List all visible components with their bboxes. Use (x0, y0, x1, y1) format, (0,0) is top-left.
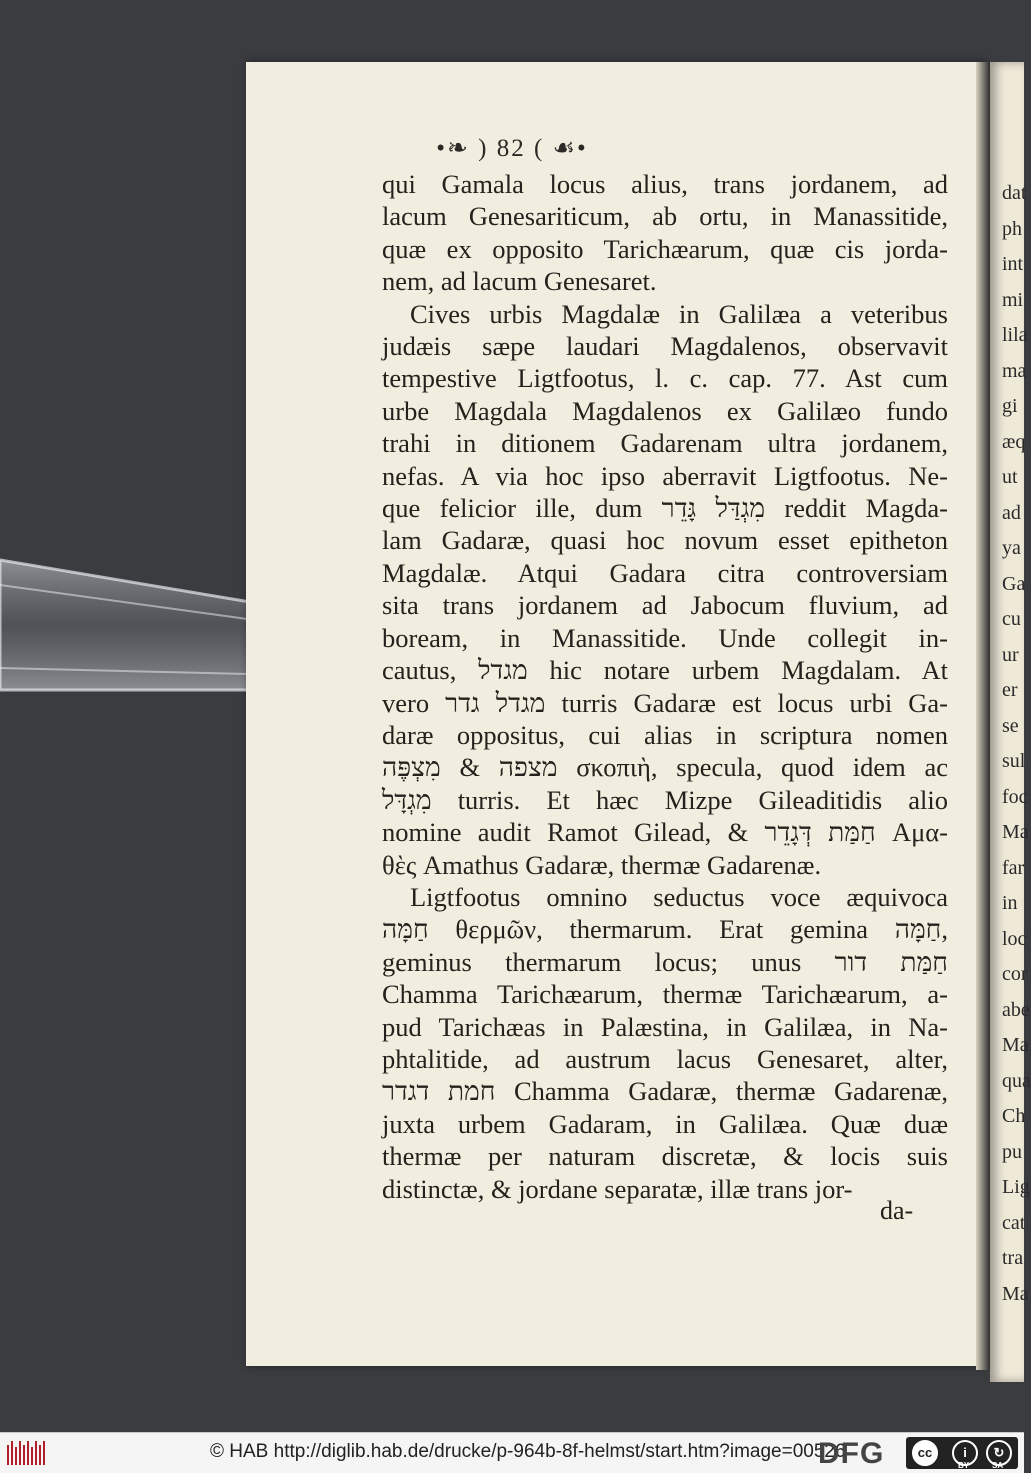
facing-page-fragment: Ma (1002, 821, 1029, 843)
by-icon: i (952, 1440, 978, 1466)
text-line: pud Tarichæas in Palæstina, in Galilæa, in Na- (382, 1011, 948, 1042)
facing-page-fragment: far (1002, 856, 1025, 879)
facing-page-fragment: sul (1002, 750, 1026, 772)
text-line: judæis sæpe laudari Magdalenos, observavit (382, 331, 948, 362)
facing-page-fragment: int (1002, 253, 1024, 275)
facing-page-fragment: qua (1002, 1069, 1031, 1092)
library-logo-icon (6, 1439, 46, 1467)
text-line: trahi in ditionem Gadarenam ultra jordanem, (382, 428, 948, 459)
text-line: juxta urbem Gadaram, in Galilæa. Quæ duæ (382, 1108, 948, 1139)
page-edge (976, 62, 990, 1370)
text-line: quæ ex opposito Tarichæarum, quæ cis jorda- (382, 233, 948, 264)
facing-page-fragment: gi (1002, 395, 1018, 417)
cc-license-badge[interactable] (906, 1437, 1018, 1469)
text-line: distinctæ, & jordane separatæ, illæ trans jor- (382, 1173, 853, 1204)
sa-icon: ↻ (986, 1440, 1012, 1466)
facing-page-fragment: se (1002, 714, 1019, 737)
facing-page-fragment: er (1002, 679, 1018, 701)
cc-icon: cc (912, 1440, 938, 1466)
text-line: vero מגדל גדר turris Gadaræ est locus urbi Ga- (382, 687, 949, 718)
page-header (0, 133, 1024, 163)
text-line: thermæ per naturam discretæ, & locis suis (382, 1141, 948, 1172)
facing-page-strip (990, 62, 1031, 1382)
text-line: Cives urbis Magdalæ in Galilæa a veteribus (410, 298, 948, 329)
facing-page-fragment: ur (1002, 643, 1019, 666)
facing-page-fragment: cat (1002, 1211, 1026, 1234)
text-line: מצפה & מִצְפֶּה σκοπιὴ, specula, quod idem ac (382, 752, 948, 783)
page-body-text (382, 168, 948, 1205)
facing-page-fragment: in (1002, 892, 1018, 914)
text-line: Magdalæ. Atqui Gadara citra controversiam (382, 557, 948, 588)
text-line: urbe Magdala Magdalenos ex Galilæo fundo (382, 395, 948, 426)
facing-page-fragment: ad (1002, 501, 1021, 524)
text-line: חַמָּה θερμῶν, thermarum. Erat gemina חַמָּה, (382, 914, 948, 945)
text-line: sita trans jordanem ad Jabocum fluvium, ad (382, 590, 948, 621)
facing-page-fragment: mi (1002, 288, 1024, 311)
text-line: tempestive Ligtfootus, l. c. cap. 77. Ast cum (382, 363, 948, 394)
text-line: θὲς Amathus Gadaræ, thermæ Gadarenæ. (382, 849, 822, 880)
facing-page-fragment: tra (1002, 1247, 1024, 1269)
facing-page-fragment: ya (1002, 537, 1021, 559)
facing-page-fragment: ma (1002, 359, 1027, 382)
facing-page-fragment: Ga (1002, 572, 1026, 595)
text-line: חמת דגדר Chamma Gadaræ, thermæ Gadarenæ, (382, 1076, 949, 1107)
text-line: lam Gadaræ, quasi hoc novum esset epitheton (382, 525, 948, 556)
text-line: lacum Genesariticum, ab ortu, in Manassitide, (382, 201, 948, 232)
text-line: nomine audit Ramot Gilead, & חַמַּת דְּגָדֵר Αμα- (382, 817, 948, 848)
facing-page-fragment: dat (1002, 182, 1027, 204)
text-line: מִגְדָּל turris. Et hæc Mizpe Gileaditidis alio (382, 784, 948, 815)
cc-sa-label: SA (992, 1461, 1004, 1470)
facing-page-fragment: foc (1002, 785, 1028, 808)
facing-page-fragment: æq (1002, 430, 1026, 453)
facing-page-fragment: Ma (1002, 1282, 1029, 1305)
dfg-logo: DFG (818, 1437, 885, 1470)
facing-page-fragment: ut (1002, 466, 1018, 488)
text-line: Chamma Tarichæarum, thermæ Tarichæarum, a- (382, 979, 948, 1010)
facing-page-fragment: loc (1002, 927, 1027, 950)
facing-page-fragment: cu (1002, 608, 1021, 630)
cc-by-label: BY (958, 1461, 970, 1470)
facing-page-fragment: pu (1002, 1140, 1022, 1163)
footer-bar (0, 1432, 1024, 1473)
text-line: nefas. A via hoc ipso aberravit Ligtfootus. Ne- (382, 460, 948, 491)
source-link[interactable]: © HAB http://diglib.hab.de/drucke/p-964b-8f-helmst/start.htm?image=00526 (210, 1441, 846, 1462)
text-line: cautus, מגדל hic notare urbem Magdalam. At (382, 655, 948, 686)
facing-page-fragment: Ch (1002, 1105, 1026, 1127)
text-line: nem, ad lacum Genesaret. (382, 266, 657, 297)
text-line: qui Gamala locus alius, trans jordanem, ad (382, 169, 948, 199)
facing-page-fragment: ph (1002, 217, 1022, 240)
text-line: daræ oppositus, cui alias in scriptura nomen (382, 719, 948, 750)
facing-page-fragment: Lig (1002, 1176, 1030, 1198)
facing-page-fragment: Ma (1002, 1034, 1029, 1056)
facing-page-fragment: cor (1002, 963, 1028, 985)
text-line: phtalitide, ad austrum lacus Genesaret, alter, (382, 1043, 948, 1074)
text-line: geminus thermarum locus; unus חַמַּת דור (382, 946, 948, 977)
facing-page-fragment: lila (1002, 324, 1028, 346)
catchword: da- (880, 1196, 914, 1225)
page-number-header: •❧ ) 82 ( ☙• (436, 135, 588, 162)
text-line: Ligtfootus omnino seductus voce æquivoca (410, 881, 948, 912)
text-line: que felicior ille, dum מִגְדַּל גָּדֵר reddit Magda- (382, 493, 948, 524)
facing-page-fragment: abe (1002, 998, 1030, 1021)
text-line: boream, in Manassitide. Unde collegit in- (382, 622, 948, 653)
